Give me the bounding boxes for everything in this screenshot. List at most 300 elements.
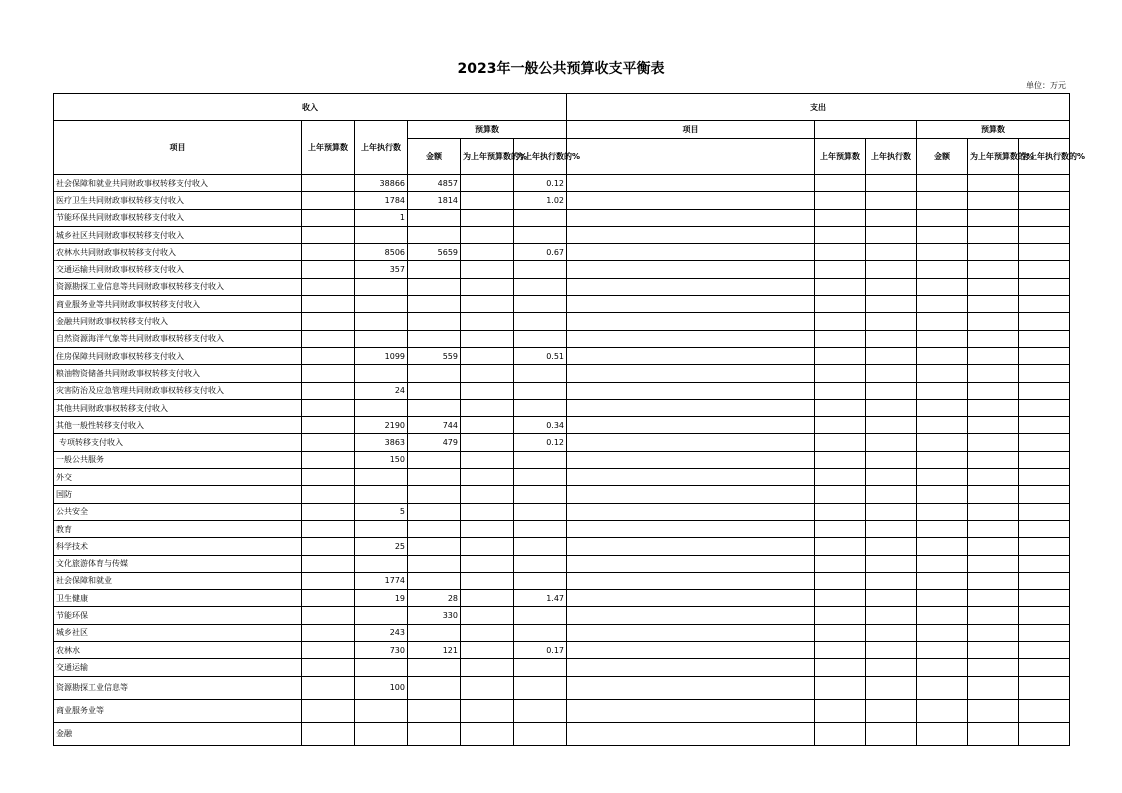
expense-cell [917, 261, 968, 278]
income-amount-cell: 1814 [408, 192, 461, 209]
expense-cell [968, 365, 1019, 382]
expense-cell [815, 699, 866, 722]
income-prev-budget-cell [302, 313, 355, 330]
income-pct-budget-cell [461, 365, 514, 382]
expense-cell [567, 722, 815, 745]
income-pct-budget-cell [461, 659, 514, 676]
expense-cell [815, 503, 866, 520]
table-row [54, 434, 1070, 451]
expense-cell [1019, 451, 1070, 468]
expense-cell [968, 399, 1019, 416]
income-amount-cell [408, 261, 461, 278]
table-row [54, 175, 1070, 192]
expense-cell [968, 659, 1019, 676]
expense-cell [815, 451, 866, 468]
expense-cell [815, 659, 866, 676]
income-amount-cell: 559 [408, 347, 461, 364]
income-pct-budget-cell [461, 330, 514, 347]
income-pct-exec-cell [514, 555, 567, 572]
expense-cell [815, 192, 866, 209]
table-row [54, 399, 1070, 416]
expense-cell [567, 296, 815, 313]
income-pct-exec-cell [514, 699, 567, 722]
expense-pct-budget-header: 为上年预算数的% [968, 139, 1019, 175]
income-amount-cell [408, 699, 461, 722]
income-amount-cell [408, 538, 461, 555]
income-prev-budget-cell [302, 607, 355, 624]
expense-cell [917, 699, 968, 722]
expense-cell [567, 699, 815, 722]
income-amount-cell [408, 520, 461, 537]
income-item-cell: 城乡社区共同财政事权转移支付收入 [54, 226, 302, 243]
expense-cell [815, 642, 866, 659]
table-body [54, 175, 1070, 746]
table-row [54, 659, 1070, 676]
income-prev-exec-cell [355, 278, 408, 295]
expense-cell [968, 382, 1019, 399]
income-pct-exec-cell [514, 209, 567, 226]
expense-cell [917, 520, 968, 537]
income-pct-exec-cell [514, 722, 567, 745]
expense-cell [567, 503, 815, 520]
income-item-cell: 教育 [54, 520, 302, 537]
expense-cell [815, 209, 866, 226]
income-prev-exec-cell [355, 313, 408, 330]
income-amount-cell [408, 451, 461, 468]
income-prev-exec-cell: 243 [355, 624, 408, 641]
expense-cell [815, 520, 866, 537]
income-prev-exec-cell: 100 [355, 676, 408, 699]
expense-cell [866, 555, 917, 572]
expense-cell [917, 192, 968, 209]
income-pct-exec-cell [514, 278, 567, 295]
income-pct-budget-cell [461, 192, 514, 209]
income-item-cell: 社会保障和就业 [54, 572, 302, 589]
expense-prev-exec-header: 上年执行数 [866, 139, 917, 175]
income-pct-budget-cell [461, 261, 514, 278]
table-row [54, 365, 1070, 382]
table-row [54, 209, 1070, 226]
income-prev-exec-cell: 1784 [355, 192, 408, 209]
expense-cell [917, 313, 968, 330]
income-item-cell: 文化旅游体育与传媒 [54, 555, 302, 572]
expense-cell [567, 382, 815, 399]
expense-cell [815, 399, 866, 416]
expense-cell [567, 434, 815, 451]
income-prev-exec-cell [355, 469, 408, 486]
expense-cell [968, 503, 1019, 520]
income-prev-exec-cell [355, 399, 408, 416]
income-prev-exec-cell [355, 226, 408, 243]
income-item-cell: 资源勘探工业信息等共同财政事权转移支付收入 [54, 278, 302, 295]
expense-cell [866, 624, 917, 641]
expense-cell [1019, 572, 1070, 589]
expense-item-subheader [567, 139, 815, 175]
table-row [54, 192, 1070, 209]
expense-cell [567, 192, 815, 209]
table-row [54, 451, 1070, 468]
table-row [54, 624, 1070, 641]
income-item-cell: 金融 [54, 722, 302, 745]
income-pct-exec-cell: 0.67 [514, 244, 567, 261]
income-amount-cell [408, 365, 461, 382]
income-prev-budget-cell [302, 699, 355, 722]
income-pct-exec-cell [514, 676, 567, 699]
income-pct-budget-cell [461, 503, 514, 520]
expense-cell [866, 261, 917, 278]
income-budget-header: 预算数 [408, 121, 567, 139]
expense-cell [866, 699, 917, 722]
expense-cell [1019, 330, 1070, 347]
income-pct-budget-cell [461, 399, 514, 416]
expense-cell [1019, 209, 1070, 226]
expense-cell [968, 417, 1019, 434]
income-amount-cell [408, 486, 461, 503]
expense-cell [567, 642, 815, 659]
income-prev-exec-cell [355, 699, 408, 722]
expense-cell [567, 572, 815, 589]
income-item-cell: 金融共同财政事权转移支付收入 [54, 313, 302, 330]
expense-cell [917, 434, 968, 451]
expense-cell [866, 382, 917, 399]
income-prev-exec-cell [355, 659, 408, 676]
income-prev-exec-cell: 150 [355, 451, 408, 468]
income-prev-exec-cell [355, 365, 408, 382]
expense-cell [866, 226, 917, 243]
expense-cell [866, 572, 917, 589]
expense-cell [567, 175, 815, 192]
expense-cell [866, 722, 917, 745]
expense-cell [968, 607, 1019, 624]
expense-cell [1019, 699, 1070, 722]
income-prev-exec-cell [355, 520, 408, 537]
expense-cell [866, 520, 917, 537]
expense-cell [567, 417, 815, 434]
income-amount-header: 金额 [408, 139, 461, 175]
expense-cell [815, 538, 866, 555]
expense-cell [567, 486, 815, 503]
income-pct-exec-cell: 0.12 [514, 434, 567, 451]
table-row [54, 590, 1070, 607]
income-prev-budget-cell [302, 399, 355, 416]
income-prev-exec-cell: 357 [355, 261, 408, 278]
income-pct-exec-cell [514, 538, 567, 555]
expense-cell [567, 365, 815, 382]
expense-cell [815, 555, 866, 572]
expense-cell [567, 399, 815, 416]
expense-cell [917, 330, 968, 347]
income-item-cell: 农林水共同财政事权转移支付收入 [54, 244, 302, 261]
expense-cell [1019, 313, 1070, 330]
expense-cell [917, 399, 968, 416]
income-prev-exec-header: 上年执行数 [355, 121, 408, 175]
expense-cell [968, 538, 1019, 555]
income-item-header: 项目 [54, 121, 302, 175]
income-pct-exec-cell [514, 313, 567, 330]
expense-pct-exec-header: 为上年执行数的% [1019, 139, 1070, 175]
expense-cell [968, 486, 1019, 503]
expense-cell [815, 226, 866, 243]
table-row [54, 347, 1070, 364]
income-amount-cell [408, 209, 461, 226]
expense-cell [1019, 607, 1070, 624]
income-prev-exec-cell: 5 [355, 503, 408, 520]
income-item-cell: 其他共同财政事权转移支付收入 [54, 399, 302, 416]
expense-cell [815, 590, 866, 607]
income-prev-exec-cell [355, 555, 408, 572]
expense-cell [968, 244, 1019, 261]
table-row [54, 676, 1070, 699]
income-amount-cell: 4857 [408, 175, 461, 192]
income-pct-budget-cell [461, 555, 514, 572]
income-pct-budget-cell [461, 451, 514, 468]
income-item-cell: 公共安全 [54, 503, 302, 520]
expense-cell [815, 434, 866, 451]
expense-cell [968, 434, 1019, 451]
expense-cell [815, 278, 866, 295]
expense-cell [968, 469, 1019, 486]
income-item-cell: 自然资源海洋气象等共同财政事权转移支付收入 [54, 330, 302, 347]
income-amount-cell [408, 382, 461, 399]
table-row [54, 469, 1070, 486]
income-pct-budget-header: 为上年预算数的% [461, 139, 514, 175]
expense-cell [917, 226, 968, 243]
income-prev-budget-cell [302, 175, 355, 192]
expense-cell [968, 722, 1019, 745]
expense-cell [567, 313, 815, 330]
table-row [54, 520, 1070, 537]
income-pct-budget-cell [461, 226, 514, 243]
expense-cell [866, 503, 917, 520]
expense-cell [1019, 486, 1070, 503]
income-prev-budget-cell [302, 520, 355, 537]
expense-cell [1019, 382, 1070, 399]
expense-cell [815, 607, 866, 624]
expense-cell [968, 590, 1019, 607]
expense-cell [866, 399, 917, 416]
income-pct-exec-cell: 0.34 [514, 417, 567, 434]
income-pct-exec-cell [514, 226, 567, 243]
expense-cell [567, 347, 815, 364]
income-amount-cell [408, 226, 461, 243]
expense-cell [567, 451, 815, 468]
income-amount-cell [408, 399, 461, 416]
expense-cell [567, 261, 815, 278]
table-row [54, 572, 1070, 589]
income-amount-cell [408, 624, 461, 641]
expense-cell [968, 699, 1019, 722]
income-pct-budget-cell [461, 642, 514, 659]
table-row [54, 244, 1070, 261]
income-prev-budget-cell [302, 624, 355, 641]
table-row [54, 417, 1070, 434]
expense-cell [567, 590, 815, 607]
income-prev-exec-cell: 2190 [355, 417, 408, 434]
expense-cell [567, 244, 815, 261]
expense-cell [815, 261, 866, 278]
expense-cell [866, 486, 917, 503]
income-pct-budget-cell [461, 699, 514, 722]
income-item-cell: 国防 [54, 486, 302, 503]
income-prev-budget-cell [302, 278, 355, 295]
income-amount-cell [408, 503, 461, 520]
income-amount-cell [408, 659, 461, 676]
income-prev-budget-cell [302, 296, 355, 313]
income-pct-budget-cell [461, 520, 514, 537]
expense-cell [968, 192, 1019, 209]
expense-cell [815, 722, 866, 745]
income-prev-budget-cell [302, 347, 355, 364]
table-row [54, 642, 1070, 659]
expense-cell [866, 434, 917, 451]
expense-cell [1019, 244, 1070, 261]
expense-cell [815, 624, 866, 641]
expense-cell [917, 590, 968, 607]
expense-cell [968, 555, 1019, 572]
income-prev-budget-cell [302, 486, 355, 503]
expense-cell [866, 347, 917, 364]
income-prev-budget-cell [302, 226, 355, 243]
expense-cell [567, 659, 815, 676]
expense-cell [866, 313, 917, 330]
expense-cell [1019, 555, 1070, 572]
income-prev-exec-cell: 24 [355, 382, 408, 399]
expense-cell [567, 538, 815, 555]
income-pct-exec-cell: 1.02 [514, 192, 567, 209]
expense-cell [567, 624, 815, 641]
expense-cell [1019, 417, 1070, 434]
expense-cell [968, 572, 1019, 589]
expense-cell [917, 451, 968, 468]
income-pct-budget-cell [461, 676, 514, 699]
income-item-cell: 社会保障和就业共同财政事权转移支付收入 [54, 175, 302, 192]
page-title: 2023年一般公共预算收支平衡表 [457, 61, 665, 77]
income-prev-exec-cell: 38866 [355, 175, 408, 192]
expense-cell [917, 382, 968, 399]
expense-cell [866, 451, 917, 468]
expense-cell [815, 572, 866, 589]
income-prev-exec-cell [355, 296, 408, 313]
income-pct-budget-cell [461, 624, 514, 641]
expense-cell [567, 520, 815, 537]
expense-cell [1019, 399, 1070, 416]
expense-cell [866, 330, 917, 347]
income-prev-budget-cell [302, 676, 355, 699]
expense-cell [1019, 296, 1070, 313]
expense-cell [917, 538, 968, 555]
income-pct-budget-cell [461, 313, 514, 330]
income-amount-cell [408, 296, 461, 313]
income-amount-cell [408, 676, 461, 699]
expense-blank-header [815, 121, 917, 139]
income-prev-exec-cell: 3863 [355, 434, 408, 451]
income-amount-cell: 744 [408, 417, 461, 434]
income-pct-budget-cell [461, 175, 514, 192]
expense-cell [567, 555, 815, 572]
expense-cell [917, 347, 968, 364]
expense-cell [1019, 226, 1070, 243]
table-row [54, 699, 1070, 722]
income-pct-exec-cell [514, 607, 567, 624]
table-row [54, 261, 1070, 278]
expense-cell [968, 226, 1019, 243]
expense-cell [866, 642, 917, 659]
income-prev-budget-header: 上年预算数 [302, 121, 355, 175]
income-pct-exec-cell [514, 399, 567, 416]
expense-cell [815, 244, 866, 261]
expense-cell [1019, 365, 1070, 382]
table-row [54, 313, 1070, 330]
expense-cell [1019, 520, 1070, 537]
expense-cell [1019, 278, 1070, 295]
income-item-cell: 交通运输 [54, 659, 302, 676]
income-amount-cell: 28 [408, 590, 461, 607]
expense-cell [917, 209, 968, 226]
income-pct-exec-cell [514, 503, 567, 520]
table-row [54, 278, 1070, 295]
expense-cell [1019, 722, 1070, 745]
table-row [54, 226, 1070, 243]
income-prev-exec-cell: 19 [355, 590, 408, 607]
income-prev-budget-cell [302, 261, 355, 278]
table-row [54, 538, 1070, 555]
income-item-cell: 商业服务业等 [54, 699, 302, 722]
income-amount-cell [408, 313, 461, 330]
table-row [54, 382, 1070, 399]
income-item-cell: 粮油物资储备共同财政事权转移支付收入 [54, 365, 302, 382]
income-pct-exec-cell: 0.12 [514, 175, 567, 192]
expense-cell [1019, 538, 1070, 555]
expense-item-header: 项目 [567, 121, 815, 139]
income-prev-exec-cell: 730 [355, 642, 408, 659]
income-amount-cell [408, 330, 461, 347]
income-pct-budget-cell [461, 434, 514, 451]
table-row [54, 555, 1070, 572]
income-pct-exec-cell [514, 572, 567, 589]
table-row [54, 503, 1070, 520]
income-pct-exec-cell [514, 365, 567, 382]
income-amount-cell: 479 [408, 434, 461, 451]
expense-cell [567, 607, 815, 624]
income-prev-exec-cell [355, 330, 408, 347]
expense-cell [866, 676, 917, 699]
expense-cell [917, 555, 968, 572]
expense-cell [866, 417, 917, 434]
expense-cell [1019, 192, 1070, 209]
income-prev-budget-cell [302, 642, 355, 659]
table-row [54, 722, 1070, 745]
expense-cell [968, 278, 1019, 295]
income-prev-budget-cell [302, 722, 355, 745]
expense-cell [815, 365, 866, 382]
expense-cell [1019, 261, 1070, 278]
income-prev-exec-cell: 25 [355, 538, 408, 555]
income-prev-budget-cell [302, 659, 355, 676]
income-item-cell: 外交 [54, 469, 302, 486]
income-amount-cell [408, 722, 461, 745]
income-prev-budget-cell [302, 590, 355, 607]
table-row [54, 486, 1070, 503]
income-pct-budget-cell [461, 572, 514, 589]
income-item-cell: 其他一般性转移支付收入 [54, 417, 302, 434]
expense-cell [567, 330, 815, 347]
income-item-cell: 医疗卫生共同财政事权转移支付收入 [54, 192, 302, 209]
income-item-cell: 城乡社区 [54, 624, 302, 641]
expense-cell [815, 417, 866, 434]
expense-amount-header: 金额 [917, 139, 968, 175]
income-prev-exec-cell: 1 [355, 209, 408, 226]
income-pct-exec-cell [514, 296, 567, 313]
